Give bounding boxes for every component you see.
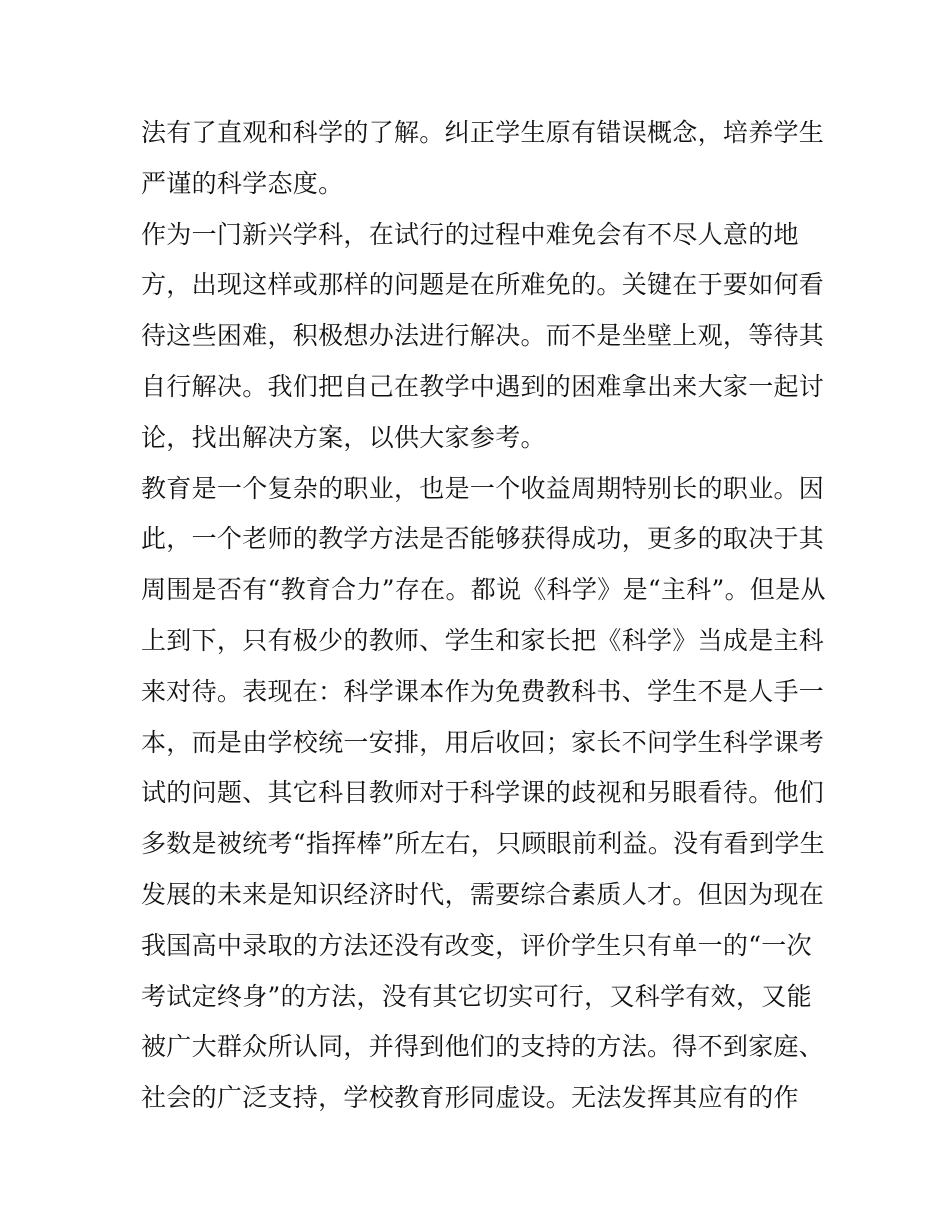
text-line: 我国高中录取的方法还没有改变，评价学生只有单一的“一次 bbox=[141, 930, 812, 960]
body-text bbox=[141, 108, 826, 1124]
text-line: 自行解决。我们把自己在教学中遇到的困难拿出来大家一起讨 bbox=[141, 371, 825, 401]
text-line: 社会的广泛支持，学校教育形同虚设。无法发挥其应有的作 bbox=[141, 1083, 799, 1113]
text-line: 来对待。表现在：科学课本作为免费教科书、学生不是人手一 bbox=[141, 676, 825, 706]
text-line: 教育是一个复杂的职业，也是一个收益周期特别长的职业。因 bbox=[141, 473, 825, 503]
text-line: 本，而是由学校统一安排，用后收回；家长不问学生科学课考 bbox=[141, 727, 825, 757]
text-line: 作为一门新兴学科，在试行的过程中难免会有不尽人意的地 bbox=[141, 219, 799, 249]
text-line: 考试定终身”的方法，没有其它切实可行，又科学有效，又能 bbox=[141, 981, 812, 1011]
text-line: 方，出现这样或那样的问题是在所难免的。关键在于要如何看 bbox=[141, 270, 825, 300]
text-line: 周围是否有“教育合力”存在。都说《科学》是“主科”。但是从 bbox=[141, 575, 826, 605]
text-line: 严谨的科学态度。 bbox=[141, 168, 344, 198]
text-line: 被广大群众所认同，并得到他们的支持的方法。得不到家庭、 bbox=[141, 1032, 825, 1062]
text-line: 发展的未来是知识经济时代，需要综合素质人才。但因为现在 bbox=[141, 879, 825, 909]
text-line: 论，找出解决方案，以供大家参考。 bbox=[141, 422, 546, 452]
text-line: 待这些困难，积极想办法进行解决。而不是坐壁上观，等待其 bbox=[141, 321, 825, 351]
text-line: 上到下，只有极少的教师、学生和家长把《科学》当成是主科 bbox=[141, 625, 825, 655]
text-line: 此，一个老师的教学方法是否能够获得成功，更多的取决于其 bbox=[141, 524, 825, 554]
text-line: 法有了直观和科学的了解。纠正学生原有错误概念，培养学生 bbox=[141, 118, 825, 147]
text-line: 试的问题、其它科目教师对于科学课的歧视和另眼看待。他们 bbox=[141, 778, 825, 808]
text-line: 多数是被统考“指挥棒”所左右，只顾眼前利益。没有看到学生 bbox=[141, 829, 825, 859]
